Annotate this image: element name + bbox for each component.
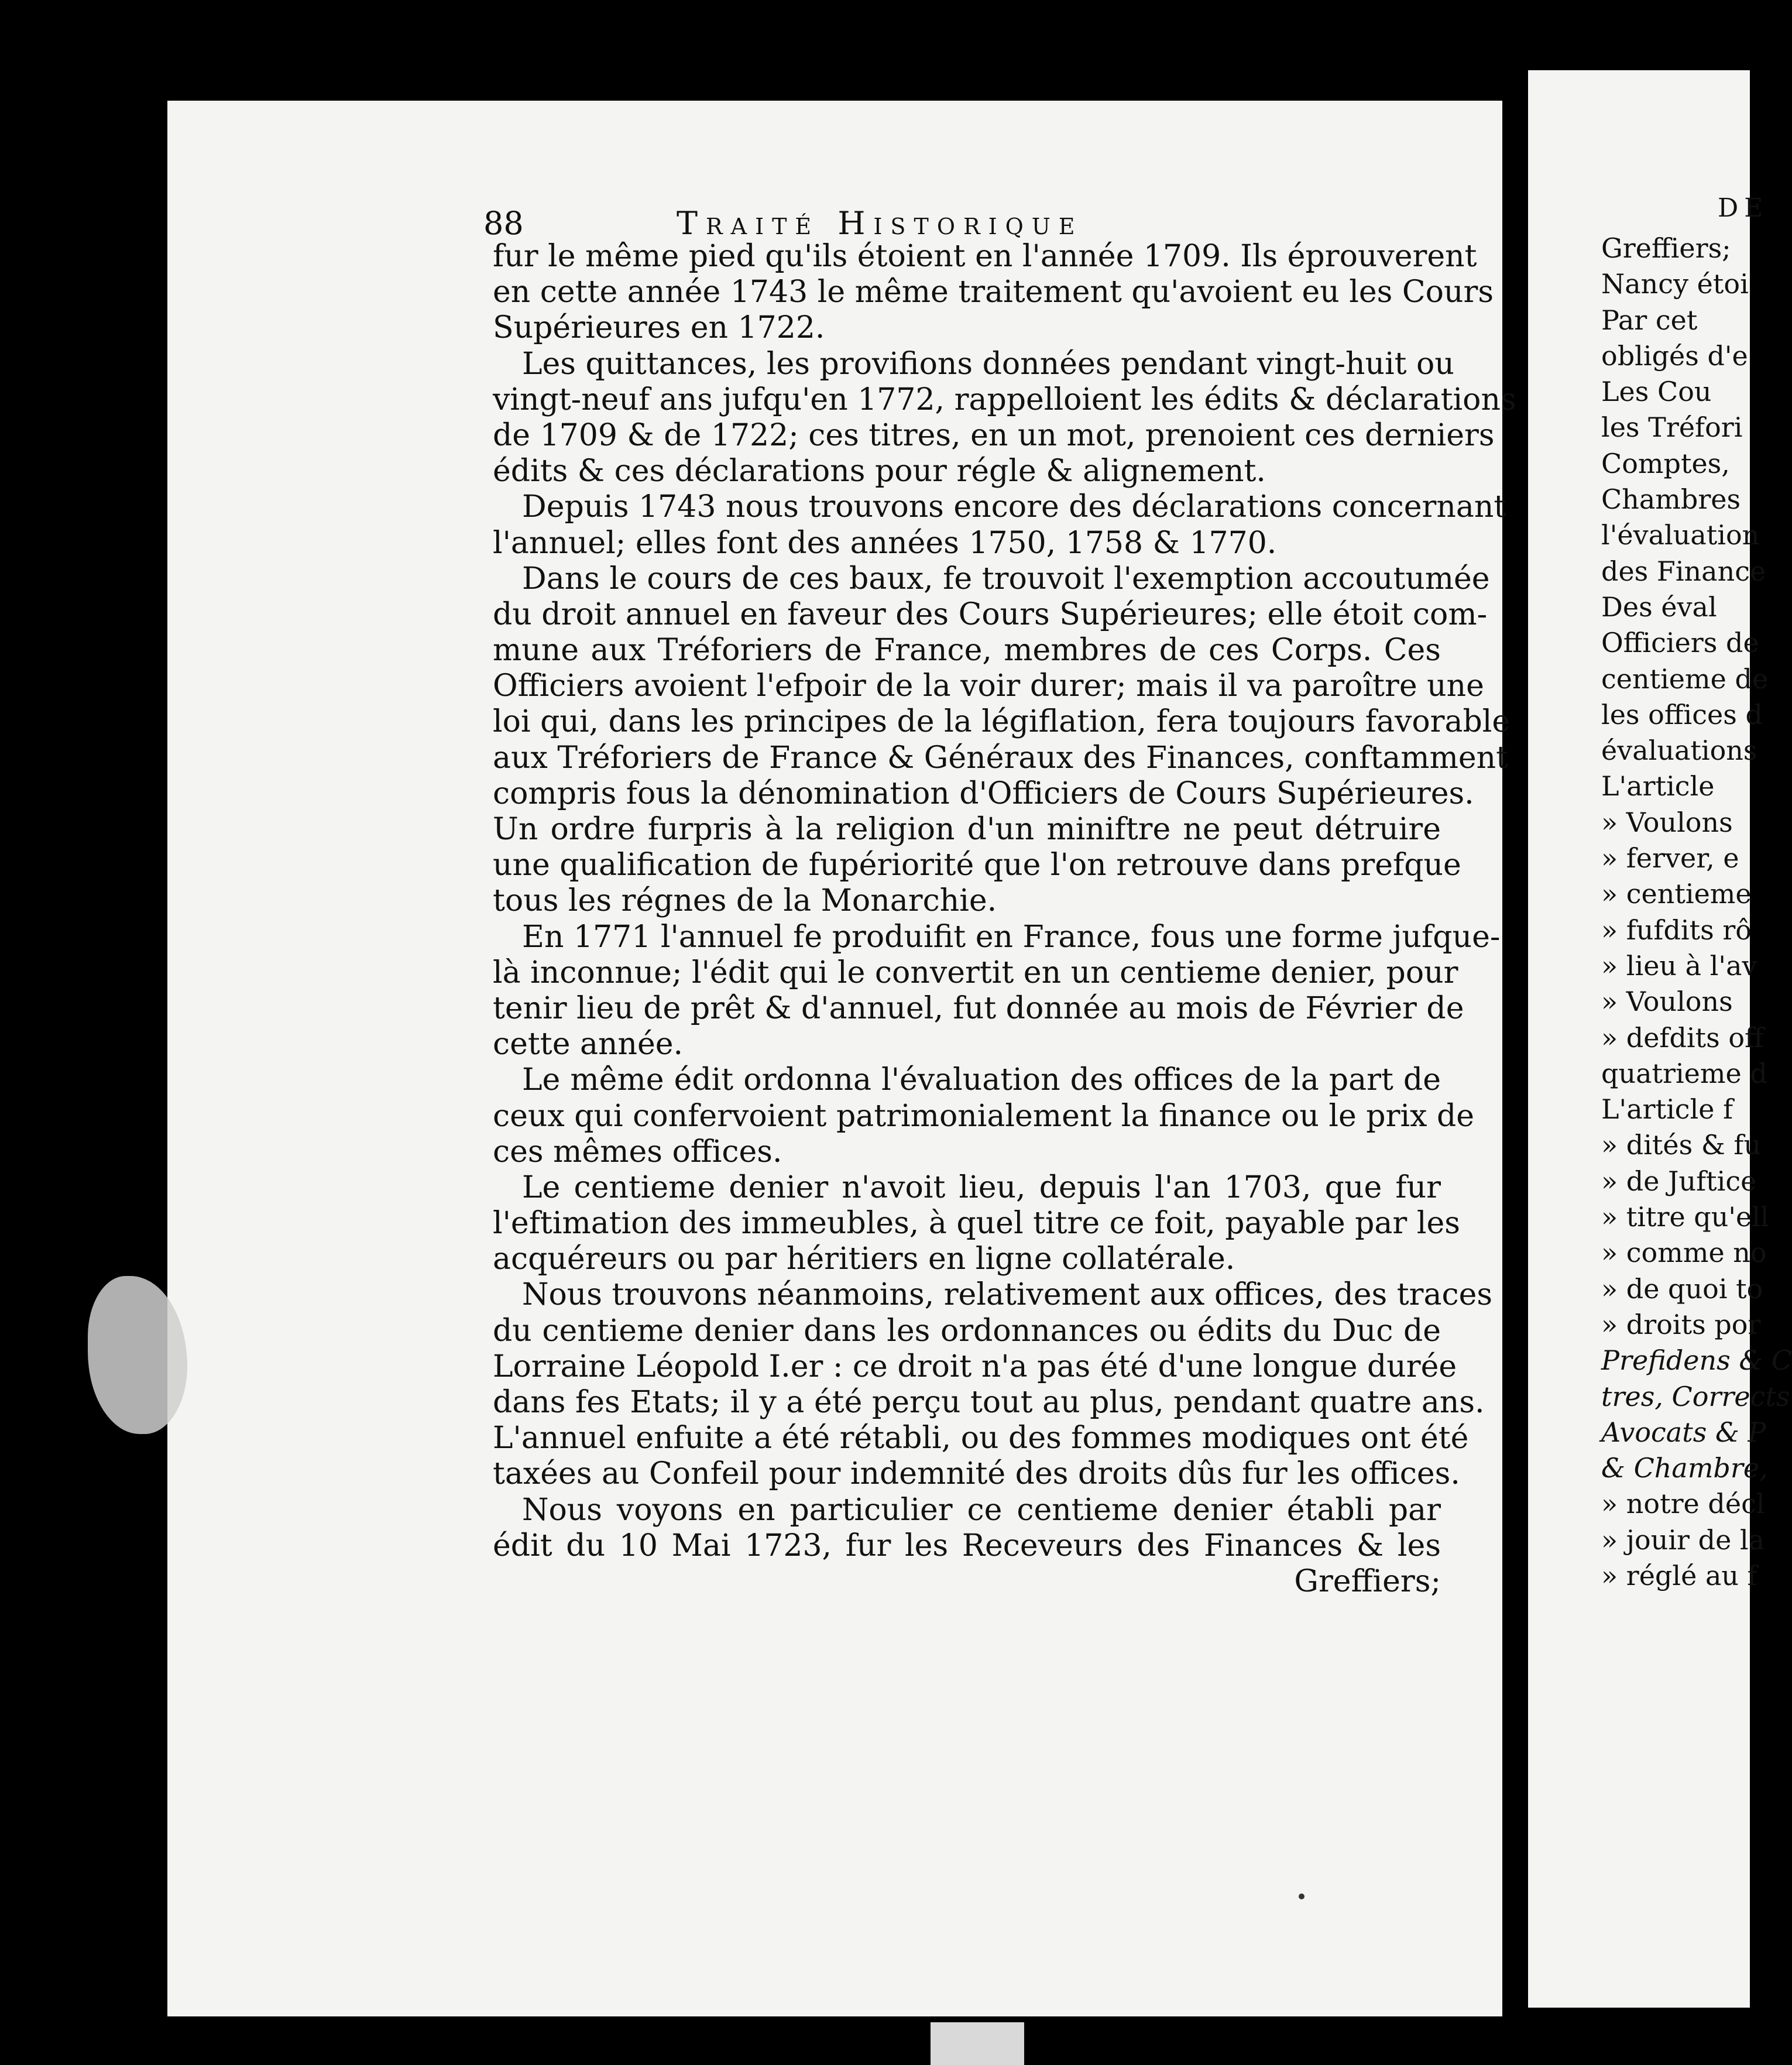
text-line: » fufdits rô [1601,914,1752,946]
text-line: Des éval [1601,591,1717,623]
text-line: L'article [1601,770,1715,802]
text-line: & Chambre, [1601,1452,1768,1484]
text-line: là inconnue; l'édit qui le convertit en un centieme denier, pour [493,955,1458,990]
text-line: loi qui, dans les principes de la légiflation, fera toujours favorable [493,704,1511,740]
text-line: une qualification de fupériorité que l'on retrouve dans prefque [493,848,1461,883]
text-line: Nancy étoi [1601,268,1749,300]
text-line: acquéreurs ou par héritiers en ligne collatérale. [493,1241,1235,1277]
text-line: en cette année 1743 le même traitement qu'avoient eu les Cours [493,275,1494,310]
text-line: Nous voyons en particulier ce centieme denier établi par [522,1492,1441,1528]
catchword: Greffiers; [1294,1563,1441,1599]
text-line: Prefidens & C [1601,1344,1792,1377]
binding-tab [931,2022,1024,2065]
text-line: » notre décl [1601,1488,1765,1520]
text-line: Les Cou [1601,376,1712,408]
text-line: fur le même pied qu'ils étoient en l'année 1709. Ils éprouverent [493,239,1477,274]
text-line: les Tréfori [1601,411,1743,444]
text-line: obligés d'e [1601,339,1748,372]
text-line: » dités & fu [1601,1129,1762,1161]
text-line: » centieme [1601,878,1752,910]
text-line: Supérieures en 1722. [493,310,825,346]
text-line: tenir lieu de prêt & d'annuel, fut donnée au mois de Février de [493,990,1464,1026]
right-running-head: DE [1718,193,1769,223]
text-line: » Voulons [1601,806,1733,838]
text-line: Le même édit ordonna l'évaluation des offices de la part de [522,1062,1441,1098]
running-title: Traité Historique [677,205,1083,242]
text-line: » Voulons [1601,986,1733,1018]
text-line: » droits por [1601,1308,1761,1340]
text-line: édits & ces déclarations pour régle & alignement. [493,454,1266,489]
text-line: Comptes, [1601,447,1730,479]
text-line: » réglé au f [1601,1559,1757,1591]
text-line: Officiers de [1601,627,1759,659]
text-line: L'article f [1601,1093,1733,1126]
text-line: L'annuel enfuite a été rétabli, ou des fommes modiques ont été [493,1421,1469,1456]
text-line: l'eftimation des immeubles, à quel titre ce foit, payable par les [493,1206,1460,1241]
text-line: des Finance [1601,555,1766,587]
body-text [493,239,1516,1600]
text-line: » titre qu'ell [1601,1201,1769,1233]
text-line: » lieu à l'av [1601,949,1757,982]
text-line: Le centieme denier n'avoit lieu, depuis l'an 1703, que fur [522,1169,1441,1205]
text-line: » de Juftice [1601,1165,1757,1197]
text-line: édit du 10 Mai 1723, fur les Receveurs des Finances & les [493,1528,1441,1563]
text-line: » defdits off [1601,1021,1764,1054]
text-line: Les quittances, les provifions données pendant vingt-huit ou [522,346,1454,382]
text-line: » comme no [1601,1237,1767,1269]
text-line: Avocats & P [1601,1416,1766,1448]
text-line: Nous trouvons néanmoins, relativement aux offices, des traces [522,1277,1493,1313]
text-line: Lorraine Léopold I.er : ce droit n'a pas été d'une longue durée [493,1349,1457,1384]
text-line: En 1771 l'annuel fe produifit en France, fous une forme jufque- [522,919,1501,955]
text-line: aux Tréforiers de France & Généraux des Finances, conftamment [493,740,1509,776]
text-line: centieme de [1601,663,1769,695]
text-line: ces mêmes offices. [493,1134,782,1169]
text-line: l'annuel; elles font des années 1750, 1758 & 1770. [493,525,1277,561]
text-line: Un ordre furpris à la religion d'un miniftre ne peut détruire [493,812,1441,847]
text-line: ceux qui confervoient patrimonialement la finance ou le prix de [493,1098,1474,1134]
text-line: » jouir de la [1601,1524,1765,1556]
text-line: Depuis 1743 nous trouvons encore des déclarations concernant [522,489,1506,525]
right-page-text [1601,231,1792,1594]
text-line: du droit annuel en faveur des Cours Supérieures; elle étoit com- [493,596,1488,632]
text-line: taxées au Confeil pour indemnité des droits dûs fur les offices. [493,1456,1460,1492]
text-line: Officiers avoient l'efpoir de la voir durer; mais il va paroître une [493,668,1484,704]
text-line: l'évaluation [1601,519,1760,551]
text-line: tous les régnes de la Monarchie. [493,883,997,919]
text-line: dans fes Etats; il y a été perçu tout au plus, pendant quatre ans. [493,1385,1485,1420]
text-line: vingt-neuf ans jufqu'en 1772, rappelloient les édits & déclarations [493,382,1516,417]
text-line: Greffiers; [1601,232,1731,264]
ink-dot [1299,1894,1304,1899]
text-line: du centieme denier dans les ordonnances ou édits du Duc de [493,1313,1441,1349]
text-line: » de quoi to [1601,1272,1763,1305]
text-line: » ferver, e [1601,842,1739,874]
text-line: tres, Corrects [1601,1380,1790,1412]
text-line: quatrieme d [1601,1057,1767,1089]
page-number: 88 [483,205,524,242]
text-line: cette année. [493,1027,684,1062]
text-line: compris fous la dénomination d'Officiers de Cours Supérieures. [493,776,1474,811]
text-line: évaluations [1601,735,1757,767]
text-line: Chambres [1601,483,1741,516]
text-line: mune aux Tréforiers de France, membres de ces Corps. Ces [493,633,1441,668]
text-line: Par cet [1601,304,1698,336]
text-line: Dans le cours de ces baux, fe trouvoit l'exemption accoutumée [522,561,1490,596]
text-line: les offices d [1601,698,1763,730]
text-line: de 1709 & de 1722; ces titres, en un mot, prenoient ces derniers [493,417,1495,453]
